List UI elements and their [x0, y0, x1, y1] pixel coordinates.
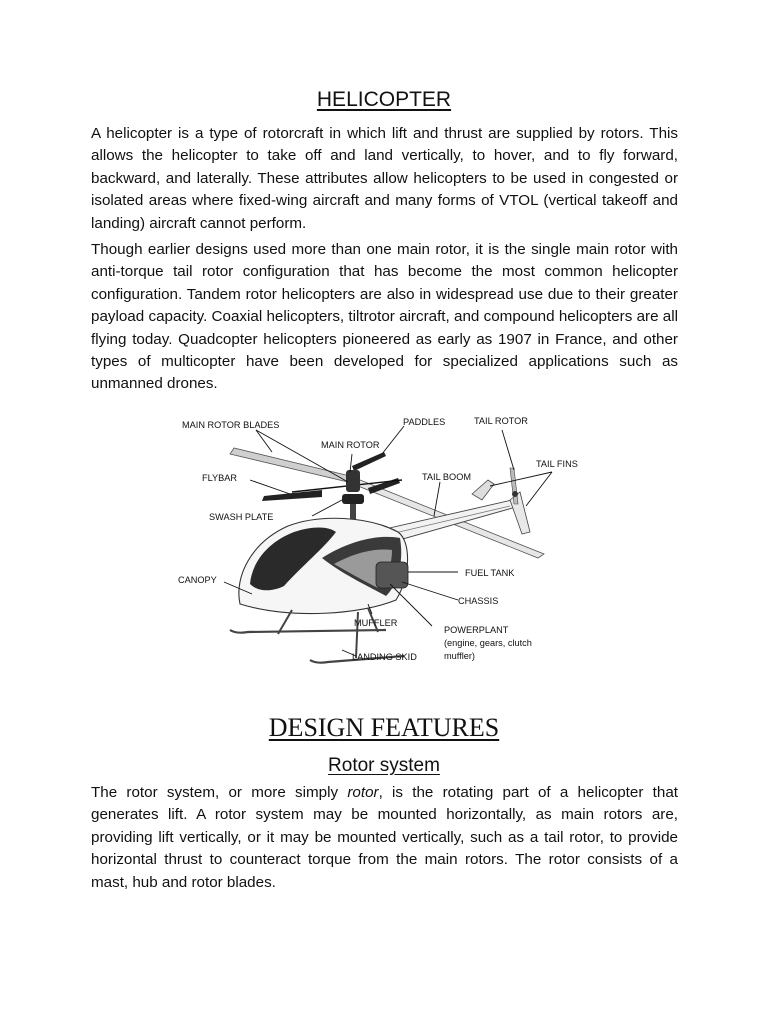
leader-swash-plate — [312, 500, 342, 516]
history-paragraph: Though earlier designs used more than one main rotor, it is the single main rotor with anti-torque tail rotor configuration that has become the most common helicopter configuration. Tandem rotor helicopters are also in widespread use due to their greater payload capacity. Coaxial helicopters, tiltrotor aircraft, and compound helicopters are all flying today. Quadcopter helicopters pioneered as early as 1907 in France, and other types of multicopter have been developed for specialized applications such as unmanned drones. — [91, 241, 678, 393]
tail-fin-lower — [510, 492, 530, 534]
label-tail-boom: TAIL BOOM — [422, 472, 472, 482]
tail-fin-upper — [472, 480, 494, 500]
leader-tail-rotor — [502, 430, 514, 470]
label-muffler: MUFFLER — [354, 618, 398, 628]
label-main-rotor: MAIN ROTOR — [321, 440, 380, 450]
leader-chassis — [402, 582, 458, 600]
label-main-rotor-blades: MAIN ROTOR BLADES — [182, 420, 280, 430]
label-chassis: CHASSIS — [458, 596, 499, 606]
leader-main-rotor-blades-2 — [256, 430, 272, 452]
rotor-system-paragraph — [91, 782, 678, 894]
leader-main-rotor-blades — [256, 430, 348, 482]
label-flybar: FLYBAR — [202, 473, 238, 483]
flybar-paddle-top — [352, 452, 386, 471]
label-powerplant-3: muffler) — [444, 651, 475, 661]
helicopter-illustration — [172, 408, 578, 670]
label-fuel-tank: FUEL TANK — [465, 568, 515, 578]
label-tail-fins: TAIL FINS — [536, 459, 578, 469]
section-heading: DESIGN FEATURES — [268, 713, 500, 742]
subsection-heading: Rotor system — [328, 755, 440, 776]
rotor-text-after: , is the rotating part of a helicopter that generates lift. A rotor system may be mounted horizontally, as main rotors are, providing lift vertically, or it may be mounted vertically, such as a tail rotor, to provide horizontal thrust to counteract torque from the main rotors. The rotor consists of a mast, hub and rotor blades. — [91, 784, 678, 891]
label-swash-plate: SWASH PLATE — [209, 512, 274, 522]
tail-rotor-hub — [512, 491, 518, 497]
label-tail-rotor: TAIL ROTOR — [474, 416, 528, 426]
tail-boom-stripe — [382, 506, 510, 536]
leader-main-rotor — [350, 454, 352, 472]
label-canopy: CANOPY — [178, 575, 217, 585]
main-rotor-blade-rear — [230, 448, 350, 482]
intro-paragraph: A helicopter is a type of rotorcraft in which lift and thrust are supplied by rotors. This allows the helicopter to take off and land vertically, to hover, and to fly forward, backward, and laterally. These attributes allow helicopters to be used in congested or isolated areas where fixed-wing aircraft and many forms of VTOL (vertical takeoff and landing) aircraft cannot perform. — [91, 125, 678, 232]
label-paddles: PADDLES — [403, 417, 446, 427]
fuel-tank — [376, 562, 408, 588]
leader-paddles — [382, 426, 404, 454]
rotor-hub — [346, 470, 360, 492]
page-title: HELICOPTER — [316, 88, 452, 111]
helicopter-diagram — [172, 408, 578, 670]
label-powerplant-1: POWERPLANT — [444, 625, 509, 635]
leader-flybar — [250, 480, 290, 494]
rotor-term: rotor — [347, 784, 379, 801]
swash-plate — [342, 494, 364, 504]
label-landing-skid: LANDING SKID — [352, 652, 417, 662]
landing-skid-left — [230, 630, 386, 633]
label-powerplant-2: (engine, gears, clutch — [444, 638, 532, 648]
rotor-text-before: The rotor system, or more simply — [91, 784, 348, 801]
